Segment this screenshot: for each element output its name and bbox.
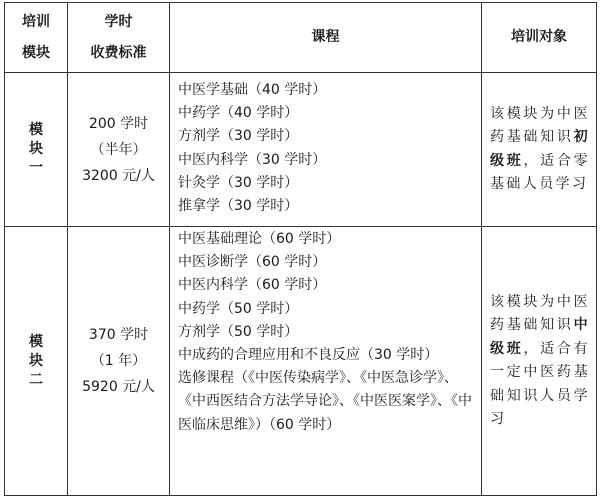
course-item: 中成药的合理应用和不良反应（30 学时）: [178, 347, 439, 364]
training-table: [4, 2, 597, 496]
course-item: 中医诊断学（60 学时）: [178, 254, 327, 271]
course-item: 选修课程（《中医传染病学》、《中医急诊学》、《中西医结合方法学导论》、《中医医案学》、《中医临床思维》）（60 学时）: [178, 370, 472, 433]
module-char: 模: [29, 333, 43, 350]
table-row: [5, 227, 597, 496]
course-item: 方剂学（50 学时）: [178, 323, 299, 340]
fee-price: 5920 元/人: [82, 379, 155, 395]
fee-price: 3200 元/人: [82, 167, 155, 184]
course-item: 方剂学（30 学时）: [178, 128, 299, 145]
fee-period: （1 年）: [90, 353, 147, 369]
target-text-before: 该模块为中医药基础知识: [490, 105, 590, 145]
course-item: 中医内科学（60 学时）: [178, 277, 327, 294]
courses-cell: [170, 227, 482, 496]
header-fee: [68, 3, 170, 73]
module-char: 二: [29, 371, 43, 388]
module-cell: [5, 227, 68, 496]
course-item: 中医基础理论（60 学时）: [178, 231, 341, 247]
course-item: 推拿学（30 学时）: [178, 198, 299, 215]
header-module: [5, 3, 68, 73]
courses-cell: [170, 73, 482, 227]
header-fee-line1: 学时: [104, 13, 133, 30]
module-char: 块: [29, 352, 43, 369]
course-item: 中医内科学（30 学时）: [178, 151, 327, 168]
target-text-after: ，适合零基础人员学习: [490, 152, 590, 192]
target-text-before: 该模块为中医药基础知识: [490, 293, 590, 333]
module-char: 模: [29, 122, 43, 138]
table-row: [5, 73, 597, 227]
module-char: 块: [29, 141, 43, 157]
fee-hours: 370 学时: [88, 327, 149, 343]
target-cell: [482, 227, 597, 496]
fee-cell: [68, 227, 170, 496]
header-courses: 课程: [170, 3, 482, 73]
target-level: 中级班: [490, 317, 590, 357]
target-level: 初级班: [490, 129, 590, 169]
module-cell: [5, 73, 68, 227]
course-item: 针灸学（30 学时）: [178, 174, 299, 191]
header-module-line1: 培训: [22, 13, 50, 30]
target-text-after: ，适合有一定中医药基础知识人员学习: [490, 340, 590, 427]
header-target: 培训对象: [482, 3, 597, 73]
course-item: 中药学（50 学时）: [178, 300, 299, 317]
header-module-line2: 模块: [22, 44, 50, 61]
module-char: 一: [29, 160, 43, 176]
header-row: [5, 3, 597, 73]
target-cell: [482, 73, 597, 227]
fee-hours: 200 学时: [88, 115, 149, 132]
header-fee-line2: 收费标准: [90, 44, 147, 61]
fee-period: （半年）: [90, 141, 147, 158]
fee-cell: [68, 73, 170, 227]
course-item: 中医学基础（40 学时）: [178, 82, 327, 98]
course-item: 中药学（40 学时）: [178, 105, 299, 122]
